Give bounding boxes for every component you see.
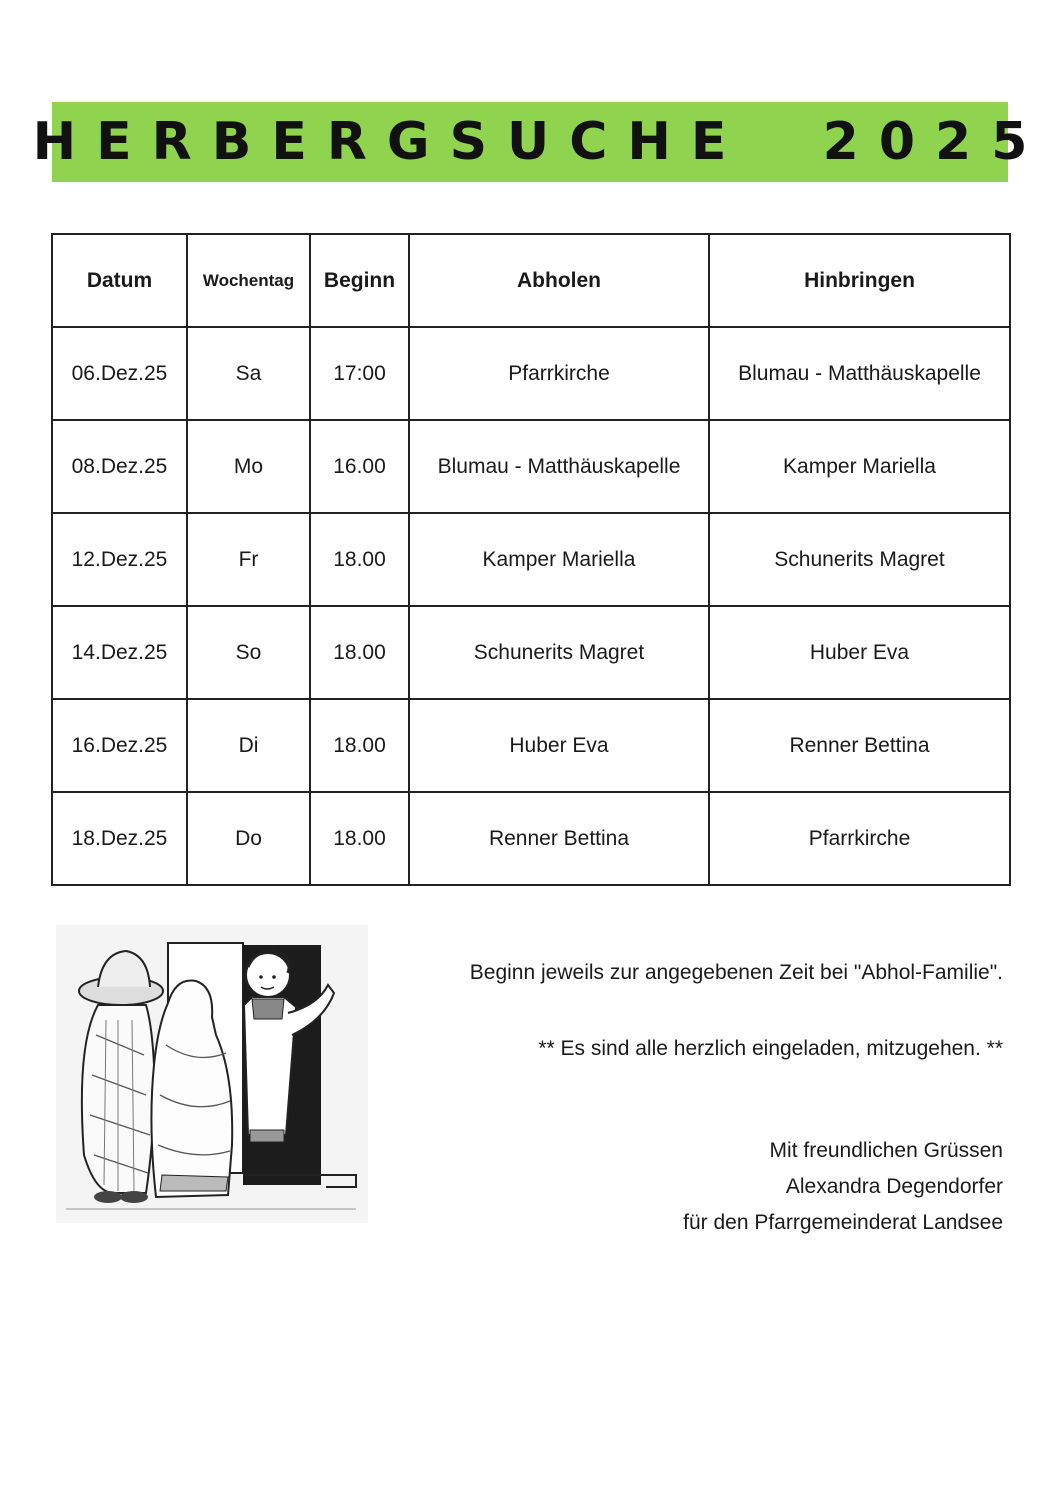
cell-hinbringen: Huber Eva [709,606,1010,699]
cell-hinbringen: Renner Bettina [709,699,1010,792]
cell-beginn: 16.00 [310,420,409,513]
cell-abholen: Kamper Mariella [409,513,709,606]
table-row [52,699,1010,792]
title-banner [32,102,1048,182]
cell-hinbringen: Pfarrkirche [709,792,1010,885]
cell-datum: 12.Dez.25 [52,513,187,606]
cell-hinbringen: Blumau - Matthäuskapelle [709,327,1010,420]
table-row [52,792,1010,885]
cell-wochentag: Fr [187,513,310,606]
column-header-wochentag: Wochentag [187,234,310,327]
table-header-row [52,234,1010,327]
cell-beginn: 17:00 [310,327,409,420]
table-row [52,420,1010,513]
closing-greeting: Mit freundlichen Grüssen [769,1139,1003,1162]
cell-hinbringen: Kamper Mariella [709,420,1010,513]
schedule-table [51,233,1011,886]
cell-beginn: 18.00 [310,792,409,885]
table-row [52,606,1010,699]
cell-wochentag: Mo [187,420,310,513]
cell-abholen: Renner Bettina [409,792,709,885]
cell-wochentag: So [187,606,310,699]
cell-datum: 06.Dez.25 [52,327,187,420]
notes-block [470,955,1003,1241]
signer-name: Alexandra Degendorfer [785,1175,1003,1198]
cell-datum: 18.Dez.25 [52,792,187,885]
cell-datum: 14.Dez.25 [52,606,187,699]
cell-abholen: Huber Eva [409,699,709,792]
cell-abholen: Blumau - Matthäuskapelle [409,420,709,513]
cell-wochentag: Do [187,792,310,885]
column-header-datum: Datum [52,234,187,327]
table-row [52,327,1010,420]
cell-datum: 16.Dez.25 [52,699,187,792]
cell-beginn: 18.00 [310,699,409,792]
column-header-beginn: Beginn [310,234,409,327]
column-header-hinbringen: Hinbringen [709,234,1010,327]
note-start-time: Beginn jeweils zur angegebenen Zeit bei "Abhol-Familie". [469,961,1003,984]
note-invitation: ** Es sind alle herzlich eingeladen, mitzugehen. ** [538,1037,1003,1060]
cell-datum: 08.Dez.25 [52,420,187,513]
column-header-abholen: Abholen [409,234,709,327]
nativity-sketch-illustration [56,925,368,1223]
cell-abholen: Pfarrkirche [409,327,709,420]
cell-hinbringen: Schunerits Magret [709,513,1010,606]
cell-beginn: 18.00 [310,513,409,606]
cell-wochentag: Di [187,699,310,792]
table-row [52,513,1010,606]
closing-block [470,1133,1003,1241]
cell-wochentag: Sa [187,327,310,420]
cell-abholen: Schunerits Magret [409,606,709,699]
page-title: HERBERGSUCHE 2025 [32,112,1048,172]
signer-organization: für den Pfarrgemeinderat Landsee [683,1211,1003,1234]
cell-beginn: 18.00 [310,606,409,699]
